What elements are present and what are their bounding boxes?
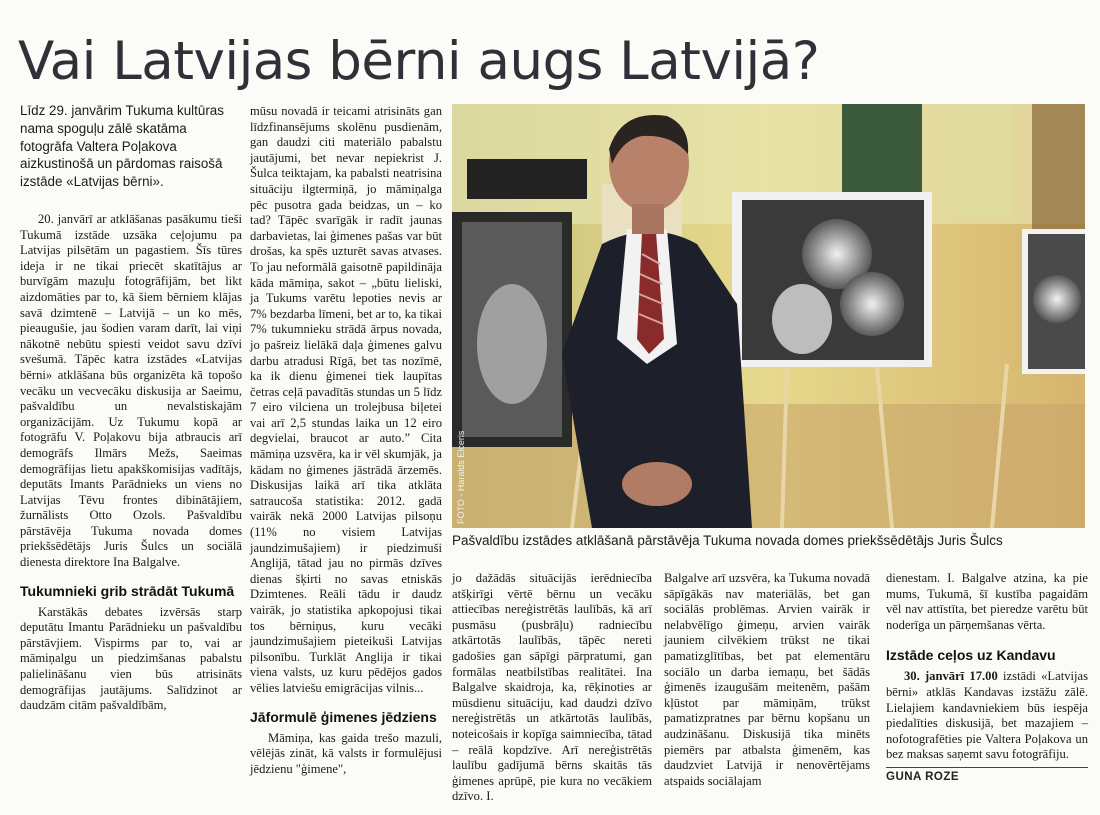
column-4-body: Balgalve arī uzsvēra, ka Tukuma novadā sāpīgākās nav materiālās, bet gan sociālās problēmas. Arvien vairāk ir nelabvēlīgo ģimeņu, arvien vairāk jauniem cilvēkiem trūkst ne tikai pamatizglītības, bet pat elementāru sociālo un darba iemaņu, bet šādās ģimenēs izaugušām meitenēm, pašām kļūstot par māmiņām, trūkst pamatizpratnes par bērnu kopšanu un audzināšanu. Diskusijā tika minēts piemērs par atbalsta ģimenēm, kas daudzviet Latvijā ir nenovērtējams atspaids sociālajam	[664, 571, 870, 788]
article-column-5	[886, 571, 1088, 786]
column-3-body: jo dažādās situācijās ierēdniecība atšķirīgi vērtē bērnu un vecāku attiecības nereģistrētās laulībās, kā arī pusmāsu (pusbrāļu) radniecību atkārtotās laulībās, tāpēc nereti gadošies gan sāpīgi pārpratumi, gan formālas neatbilstības realitātei. Ina Balgalve skaidroja, ka, rēķinoties ar mūsdienu situāciju, kad daudzi dzīvo nereģistrētās un atkārtotās laulībās, noteicošais ir kopīga saimniecība, tātad – reālā kopdzīve. Arī nereģistrētās laulību gadījumā bērns skaitās tās ģimenes aprūpē, pie kura no vecākiem dzīvo. I.	[452, 571, 652, 804]
subheading-kandava: Izstāde ceļos uz Kandavu	[886, 647, 1056, 664]
subheading-tukumnieki: Tukumnieki grib strādāt Tukumā	[20, 582, 235, 599]
column-2-body-2: Māmiņa, kas gaida trešo mazuli, vēlējās zināt, kā valsts ir formulējusi jēdzienu "ģimene",	[250, 730, 442, 776]
column-1-body-2: Karstākās debates izvērsās starp deputātu Imantu Parādnieku un pašvaldību pārstāvjiem. Vispirms par to, vai ar māmiņalgu un piedzimšanas pabalstu palielināšanu vien būs atrisināts demogrāfijas jautājums. Salīdzinot ar daudzām citām pašvaldībām,	[20, 604, 242, 713]
article-column-4	[664, 571, 870, 789]
article-column-3	[452, 571, 652, 805]
event-photo	[452, 104, 1085, 528]
column-1-body: 20. janvārī ar atklāšanas pasākumu tieši Tukumā izstāde uzsāka ceļojumu pa Latvijas pilsētām un pagastiem. Šīs tūres ideja ir ne tikai priecēt skatītājus ar burvīgām mazuļu fotogrāfijām, bet likt aizdomāties par to, kā šiem bērniem klājas savā dzimtenē – Latvijā – un ko mēs, pieaugušie, jau šodien varam darīt, lai viņi nākotnē nebūtu spiesti veidot savu dzīvi svešumā. Tāpēc katra izstādes «Latvijas bērni» atklāšana būs organizēta kā topošo vecāku un vecvecāku diskusija ar Saeimu, pašvaldību un nevalstiskajām organizācijām. Uz Tukumu kopā ar fotogrāfu V. Poļakovu bija atbraucis arī demogrāfs Ilmārs Mežs, Saeimas demogrāfijas lietu apakškomisijas vadītājs, deputāts Imants Parādnieks un viens no Latvijas Tēvu frontes dibinātājiem, žurnālists Otto Ozols. Pašvaldību pārstāvēja Tukuma novada domes priekšsēdētājs Juris Šulcs un sociālā dienesta direktore Ina Balgalve.	[20, 212, 242, 570]
photo-caption: Pašvaldību izstādes atklāšanā pārstāvēja Tukuma novada domes priekšsēdētājs Juris Šulcs	[452, 533, 1003, 548]
headline: Vai Latvijas bērni augs Latvijā?	[18, 31, 820, 92]
article-column-2	[250, 104, 442, 777]
column-5-body-2: izstādi «Latvijas bērni» atklās Kandavas izstāžu zālē. Lielajiem kandavniekiem būs iespēja piedalīties diskusijā, bet mazajiem – nofotografēties pie Valtera Poļakova un bez maksas saņemt savu fotogrāfiju.	[886, 669, 1088, 762]
article-column-1	[20, 212, 242, 714]
event-datetime: 30. janvārī 17.00	[904, 669, 998, 684]
photo-illustration	[452, 104, 1085, 528]
lead-paragraph: Līdz 29. janvārim Tukuma kultūras nama spoguļu zālē skatāma fotogrāfa Valtera Poļakova aizkustinošā un pārdomas raisošā izstāde «Latvijas bērni».	[20, 103, 224, 190]
subheading-gimenes: Jāformulē ģimenes jēdziens	[250, 708, 437, 725]
photo-credit: FOTO - Haralds Elceris	[456, 430, 466, 524]
column-5-body: dienestam. I. Balgalve atzina, ka pie mums, Tukumā, šī kustība pagaidām vēl nav attīstīta, bet pieredze varētu būt noderīga un pārņemšanas vērta.	[886, 571, 1088, 632]
column-2-body: mūsu novadā ir teicami atrisināts gan līdzfinansējums skolēnu pusdienām, gan daudzi citi materiālo pabalstu jautājumi, bet nevar nepiekrist J. Šulca teiktajam, ka pabalsti neatrisina situāciju ilgtermiņā, jo māmiņalga pēc pusotra gada beidzas, un – ko tad? Tāpēc svarīgāk ir radīt jaunas darbavietas, lai ģimenes pašas var būt drošas, ka spēs uzturēt savas atvases. To jau neformālā gaisotnē papildināja kāda māmiņa, sakot – „būtu lieliski, ja Tukums varētu lepoties nevis ar 7% bezdarba līmeni, bet ar to, ka tikai 7% tukumnieku strādā ārpus novada, jo pašreiz lielākā daļa ģimenes galvu darbu atradusi Rīgā, bet tas nozīmē, ka ik dienu ģimenei tiek laupītas četras ceļā pavadītās stundas un 5 līdz 7 eiro vilcienа un trolejbusa biļetei vai arī 2,5 stundas laika un 12 eiro degvielai, braucot ar auto.” Cita māmiņa uzsvēra, ka ir vēl skumjāk, ja kādam no ģimenes jāstrādā ārzemēs. Diskusijas laikā arī tika atklāta satraucoša statistika: 2012. gadā vairāk nekā 2000 Latvijas pilsoņu (11% no visiem Latvijas jaundzimušajiem) ir piedzimuši Anglijā, tātad jau no pirmās dzīves dienas šķirti no savas etniskās Dzimtenes. Reāli tādu ir daudz vairāk, jo statistika apkopojusi tikai tos bērniņus, kuru vecāki jaundzimušajiem pieteikuši Latvijas pilsonību. Turklāt Anglija ir tikai viena valsts, uz kuru pēdējos gados vēlies latviešu emigrācijas vilnis...	[250, 104, 442, 695]
author-byline: GUNA ROZE	[886, 767, 1088, 786]
